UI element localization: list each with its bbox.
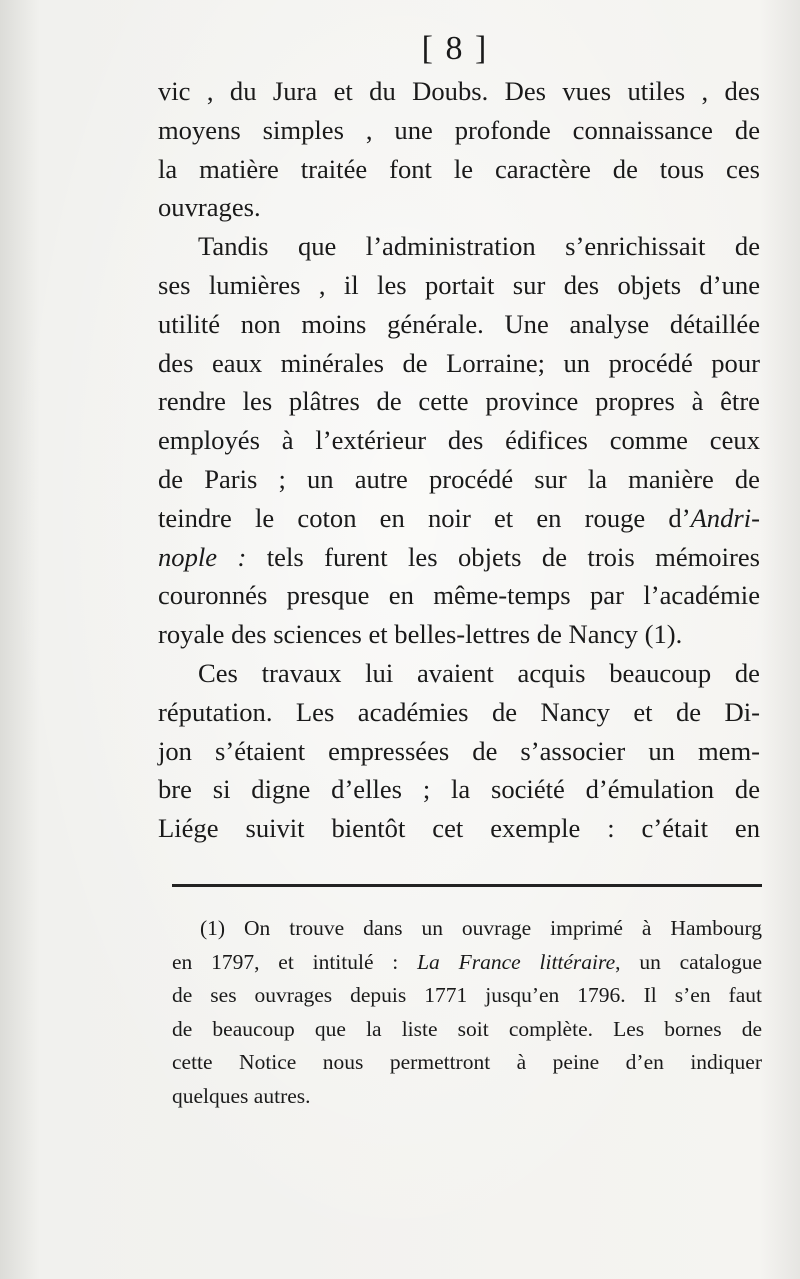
text-line: utilité non moins générale. Une analyse détaillée bbox=[158, 308, 760, 339]
text-line: Liége suivit bientôt cet exemple : c’était en bbox=[158, 813, 760, 844]
text-line bbox=[158, 538, 760, 577]
text-line: Tandis que l’administration s’enrichissait de bbox=[198, 231, 760, 262]
text-line: réputation. Les académies de Nancy et de Di- bbox=[158, 696, 760, 727]
text-line: couronnés presque en même-temps par l’académie bbox=[158, 580, 760, 611]
body-text bbox=[158, 72, 760, 848]
text-line: vic , du Jura et du Doubs. Des vues utiles , des bbox=[158, 76, 760, 106]
italic-title: La France littéraire bbox=[417, 949, 616, 974]
text-segment: en 1797, et intitulé : bbox=[172, 949, 418, 974]
footnote-rule bbox=[172, 884, 762, 887]
text-line: moyens simples , une profonde connaissance de bbox=[158, 114, 760, 145]
footnote bbox=[172, 912, 762, 1113]
text-line: royale des sciences et belles-lettres de Nancy (1). bbox=[158, 619, 683, 650]
footnote-line: de beaucoup que la liste soit complète. Les bornes de bbox=[172, 1016, 762, 1041]
italic-word: nople : bbox=[158, 541, 247, 572]
text-line bbox=[158, 499, 760, 538]
footnote-line: de ses ouvrages depuis 1771 jusqu’en 1796. Il s’en faut bbox=[172, 983, 762, 1007]
text-line: de Paris ; un autre procédé sur la manière de bbox=[158, 463, 760, 494]
text-line: ouvrages. bbox=[158, 192, 261, 223]
text-line: la matière traitée font le caractère de tous ces bbox=[158, 153, 760, 184]
text-line: des eaux minérales de Lorraine; un procédé pour bbox=[158, 347, 760, 378]
text-segment: , un catalogue bbox=[615, 949, 762, 974]
text-segment: tels furent les objets de trois mémoires bbox=[246, 541, 760, 572]
footnote-line bbox=[172, 946, 762, 980]
text-line: bre si digne d’elles ; la société d’émulation de bbox=[158, 774, 760, 805]
italic-word: Andri- bbox=[690, 502, 760, 533]
text-line: Ces travaux lui avaient acquis beaucoup de bbox=[198, 657, 760, 688]
text-line: rendre les plâtres de cette province propres à être bbox=[158, 386, 760, 417]
footnote-line: quelques autres. bbox=[172, 1083, 311, 1108]
text-line: jon s’étaient empressées de s’associer un mem- bbox=[158, 735, 760, 766]
text-line: employés à l’extérieur des édifices comme ceux bbox=[158, 425, 760, 456]
page-number: [ 8 ] bbox=[421, 30, 489, 67]
text-line: ses lumières , il les portait sur des objets d’une bbox=[158, 269, 760, 300]
footnote-line: (1) On trouve dans un ouvrage imprimé à Hambourg bbox=[200, 916, 762, 940]
footnote-line: cette Notice nous permettront à peine d’en indiquer bbox=[172, 1050, 762, 1074]
text-segment: teindre le coton en noir et en rouge d’ bbox=[158, 502, 691, 533]
